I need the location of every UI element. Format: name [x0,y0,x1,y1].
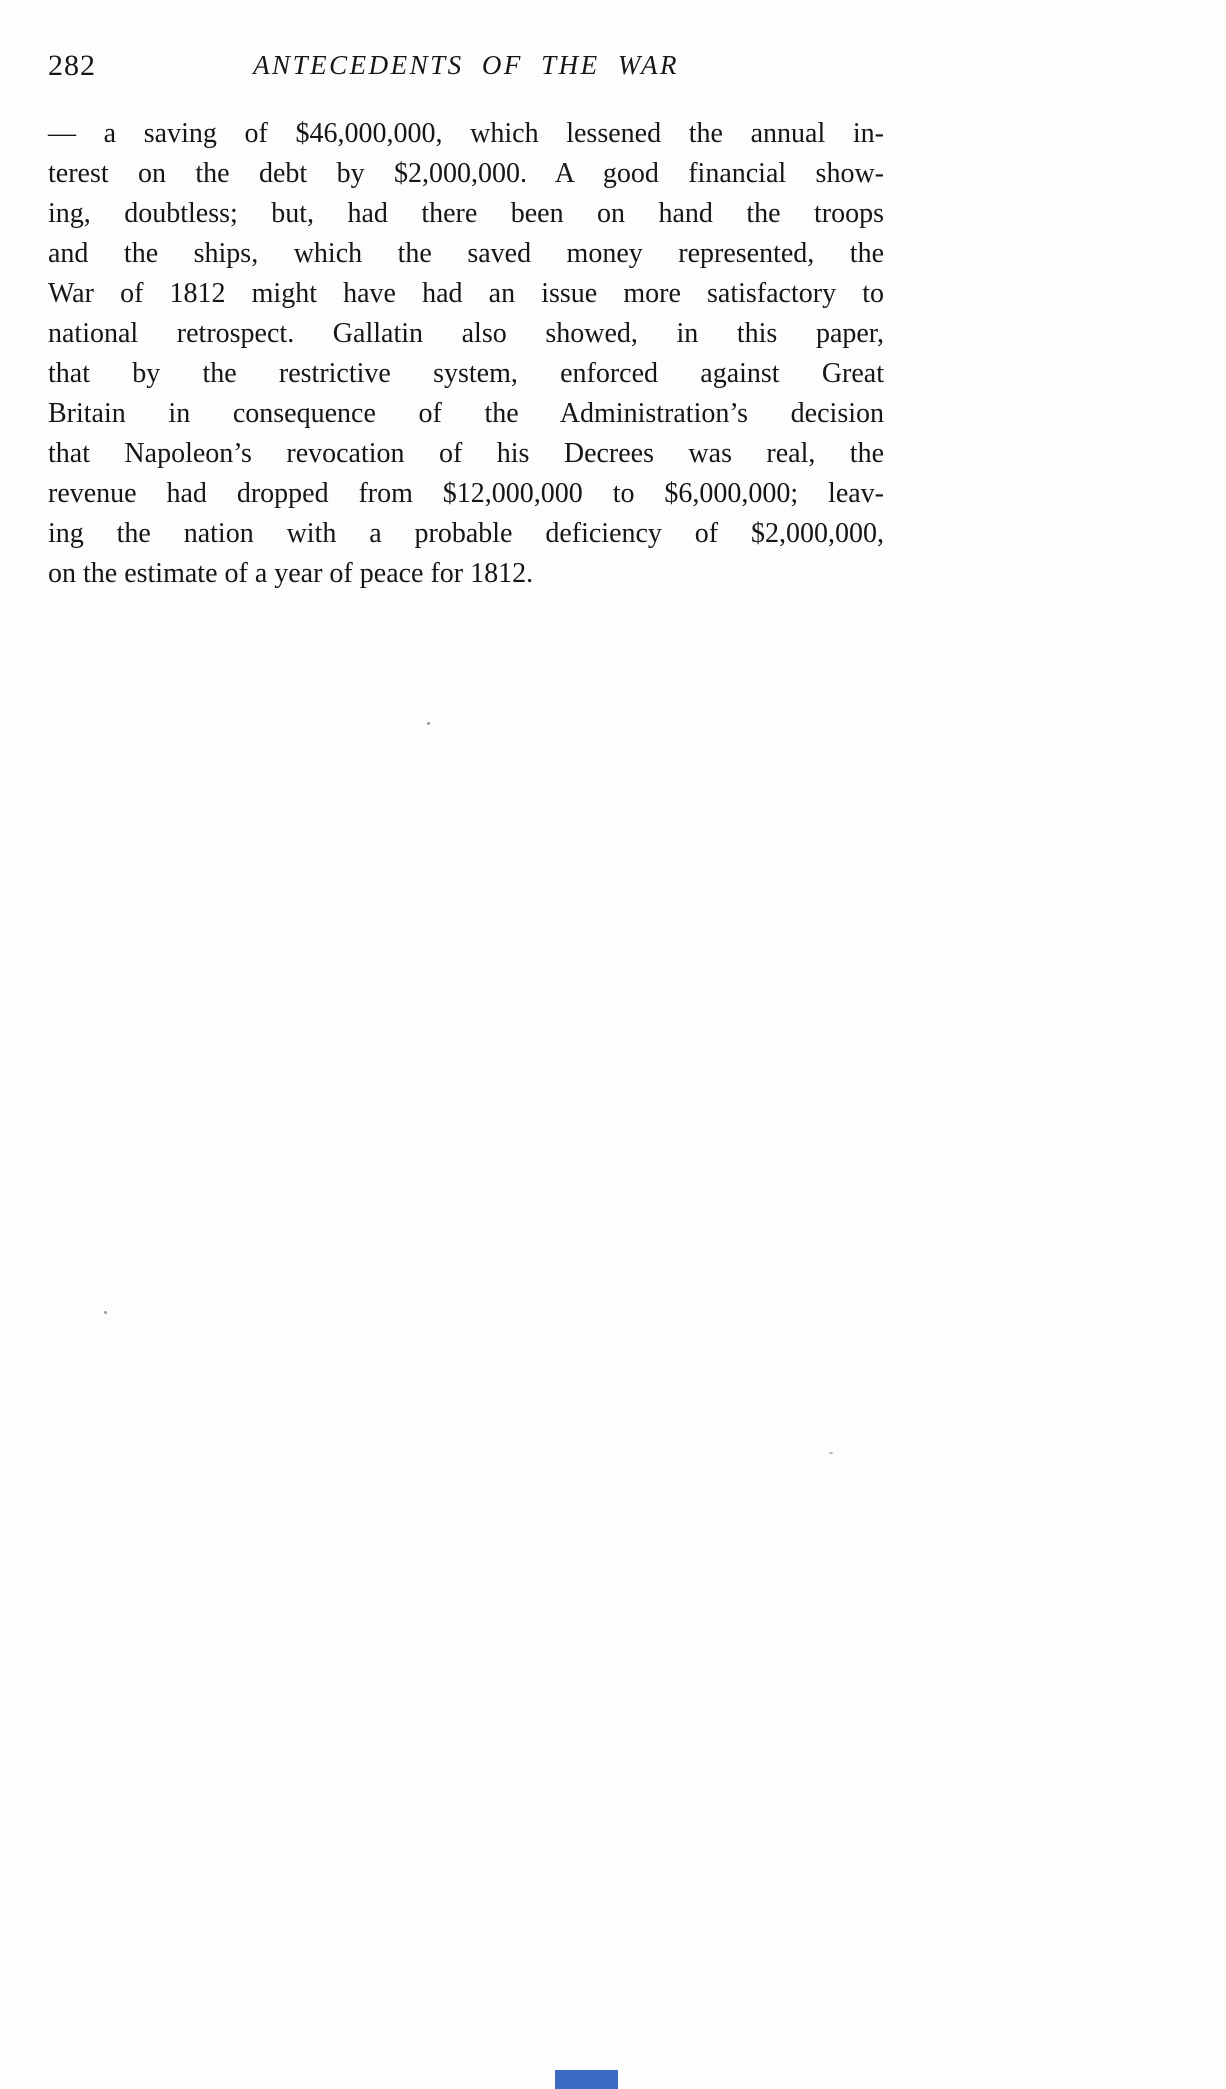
text-line: War of 1812 might have had an issue more satisfactory to [48,278,884,309]
scan-speck [104,1311,107,1314]
text-line: revenue had dropped from $12,000,000 to $6,000,000; leav- [48,478,884,509]
text-line: terest on the debt by $2,000,000. A good financial show- [48,158,884,189]
text-line: and the ships, which the saved money represented, the [48,238,884,269]
text-line: on the estimate of a year of peace for 1812. [48,558,534,589]
text-line: — a saving of $46,000,000, which lessened the annual in- [48,118,884,149]
page-number: 282 [48,49,96,82]
footer-accent-bar [555,2070,618,2089]
page-header [48,46,884,88]
text-line: national retrospect. Gallatin also showed, in this paper, [48,318,884,349]
text-line: Britain in consequence of the Administration’s decision [48,398,884,429]
page-content [48,46,884,594]
paragraph [48,114,884,594]
text-line: that Napoleon’s revocation of his Decrees was real, the [48,438,884,469]
scan-speck [829,1452,833,1454]
text-line: ing, doubtless; but, had there been on hand the troops [48,198,884,229]
text-line: ing the nation with a probable deficiency of $2,000,000, [48,518,884,549]
running-header-title: ANTECEDENTS OF THE WAR [253,50,679,80]
text-line: that by the restrictive system, enforced against Great [48,358,884,389]
scan-speck [427,722,430,725]
